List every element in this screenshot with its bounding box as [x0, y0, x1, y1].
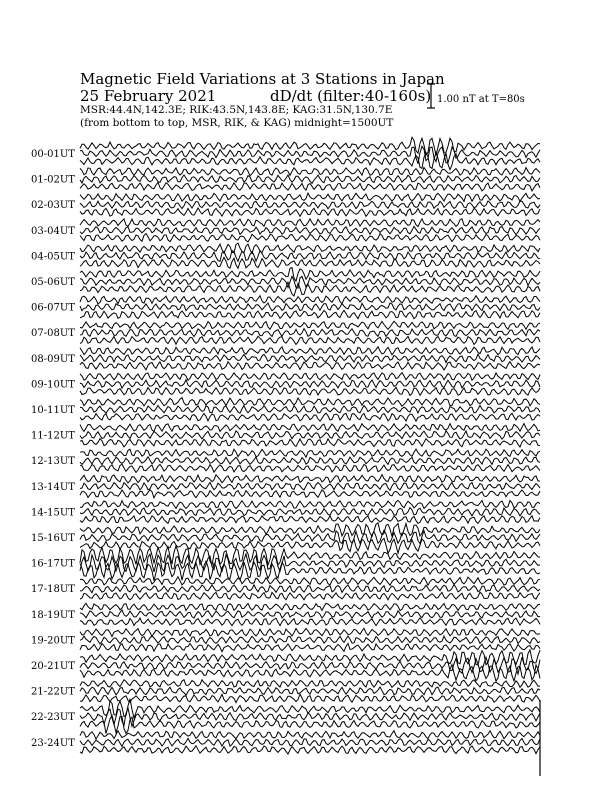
trace-RIK-13-14UT [80, 482, 540, 490]
trace-MSR-23-24UT [80, 746, 540, 754]
trace-KAG-17-18UT [80, 577, 540, 585]
trace-MSR-19-20UT [80, 644, 540, 652]
hour-label-10-11UT: 10-11UT [31, 405, 75, 416]
hour-label-21-22UT: 21-22UT [31, 686, 75, 698]
hour-label-15-16UT: 15-16UT [31, 533, 75, 544]
hour-label-14-15UT: 14-15UT [31, 507, 75, 519]
trace-KAG-18-19UT [80, 603, 540, 610]
hour-label-20-21UT: 20-21UT [31, 661, 75, 672]
trace-RIK-05-06UT [80, 276, 540, 288]
trace-KAG-14-15UT [80, 500, 540, 508]
scale-bar-label: 1.00 nT at T=80s [437, 94, 525, 105]
trace-RIK-17-18UT [80, 585, 540, 593]
hour-label-19-20UT: 19-20UT [31, 635, 75, 647]
trace-KAG-12-13UT [80, 449, 540, 457]
hour-label-07-08UT: 07-08UT [31, 328, 75, 340]
hour-label-17-18UT: 17-18UT [31, 584, 75, 596]
trace-RIK-14-15UT [80, 508, 540, 517]
trace-RIK-08-09UT [80, 354, 540, 363]
trace-KAG-01-02UT [80, 168, 540, 176]
trace-RIK-04-05UT [80, 251, 540, 262]
figure-title: Magnetic Field Variations at 3 Stations in Japan [80, 70, 445, 88]
figure-date: 25 February 2021 [80, 87, 217, 105]
trace-RIK-10-11UT [80, 405, 540, 413]
trace-RIK-12-13UT [80, 457, 540, 465]
trace-KAG-21-22UT [80, 680, 540, 688]
trace-group [80, 137, 540, 754]
trace-KAG-20-21UT [80, 650, 540, 665]
trace-KAG-06-07UT [80, 296, 540, 304]
hour-label-08-09UT: 08-09UT [31, 353, 75, 365]
trace-KAG-19-20UT [80, 628, 540, 636]
trace-MSR-14-15UT [80, 516, 540, 524]
trace-MSR-02-03UT [80, 208, 540, 216]
hour-label-05-06UT: 05-06UT [31, 277, 75, 288]
hour-label-00-01UT: 00-01UT [31, 149, 75, 160]
trace-KAG-10-11UT [80, 398, 540, 407]
trace-MSR-15-16UT [80, 538, 540, 553]
hour-label-06-07UT: 06-07UT [31, 302, 75, 314]
hour-label-12-13UT: 12-13UT [31, 456, 75, 468]
hour-label-04-05UT: 04-05UT [31, 251, 75, 263]
hour-label-group [31, 149, 75, 749]
trace-KAG-07-08UT [80, 321, 540, 329]
hour-label-16-17UT: 16-17UT [31, 558, 75, 570]
trace-MSR-11-12UT [80, 439, 540, 447]
trace-MSR-18-19UT [80, 618, 540, 626]
station-coordinates: MSR:44.4N,142.3E; RIK:43.5N,143.8E; KAG:31.5N,130.7E [80, 104, 393, 116]
trace-RIK-03-04UT [80, 226, 540, 234]
hour-label-02-03UT: 02-03UT [31, 200, 75, 212]
trace-RIK-09-10UT [80, 380, 540, 388]
trace-KAG-09-10UT [80, 373, 540, 381]
hour-label-11-12UT: 11-12UT [31, 430, 75, 442]
figure-quantity: dD/dt (filter:40-160s) [270, 87, 432, 105]
trace-MSR-09-10UT [80, 387, 540, 395]
trace-RIK-20-21UT [80, 657, 540, 674]
trace-MSR-03-04UT [80, 234, 540, 242]
trace-RIK-19-20UT [80, 636, 540, 644]
trace-RIK-06-07UT [80, 303, 540, 311]
trace-KAG-08-09UT [80, 347, 540, 355]
trace-MSR-01-02UT [80, 182, 540, 191]
trace-KAG-13-14UT [80, 475, 540, 483]
trace-KAG-23-24UT [80, 731, 540, 739]
trace-RIK-21-22UT [80, 687, 540, 695]
trace-KAG-04-05UT [80, 243, 540, 253]
hour-label-09-10UT: 09-10UT [31, 379, 75, 391]
trace-KAG-03-04UT [80, 219, 540, 227]
trace-KAG-11-12UT [80, 424, 540, 432]
trace-MSR-12-13UT [80, 464, 540, 472]
trace-RIK-01-02UT [80, 175, 540, 183]
trace-RIK-18-19UT [80, 610, 540, 618]
hour-label-22-23UT: 22-23UT [31, 712, 75, 724]
trace-MSR-08-09UT [80, 362, 540, 370]
hour-label-13-14UT: 13-14UT [31, 481, 75, 493]
trace-KAG-02-03UT [80, 193, 540, 201]
trace-RIK-07-08UT [80, 329, 540, 337]
trace-RIK-02-03UT [80, 201, 540, 209]
trace-RIK-11-12UT [80, 431, 540, 439]
hour-label-18-19UT: 18-19UT [31, 609, 75, 621]
station-order-note: (from bottom to top, MSR, RIK, & KAG) midnight=1500UT [80, 117, 394, 129]
trace-MSR-21-22UT [80, 694, 540, 702]
hour-label-01-02UT: 01-02UT [31, 174, 75, 186]
trace-MSR-13-14UT [80, 490, 540, 498]
trace-MSR-07-08UT [80, 336, 540, 344]
hour-label-03-04UT: 03-04UT [31, 225, 75, 237]
trace-MSR-04-05UT [80, 257, 540, 268]
trace-KAG-15-16UT [80, 523, 540, 537]
trace-MSR-05-06UT [80, 282, 540, 296]
hour-label-23-24UT: 23-24UT [31, 737, 75, 749]
trace-MSR-10-11UT [80, 413, 540, 421]
trace-MSR-17-18UT [80, 592, 540, 600]
trace-RIK-23-24UT [80, 738, 540, 746]
trace-MSR-06-07UT [80, 310, 540, 318]
